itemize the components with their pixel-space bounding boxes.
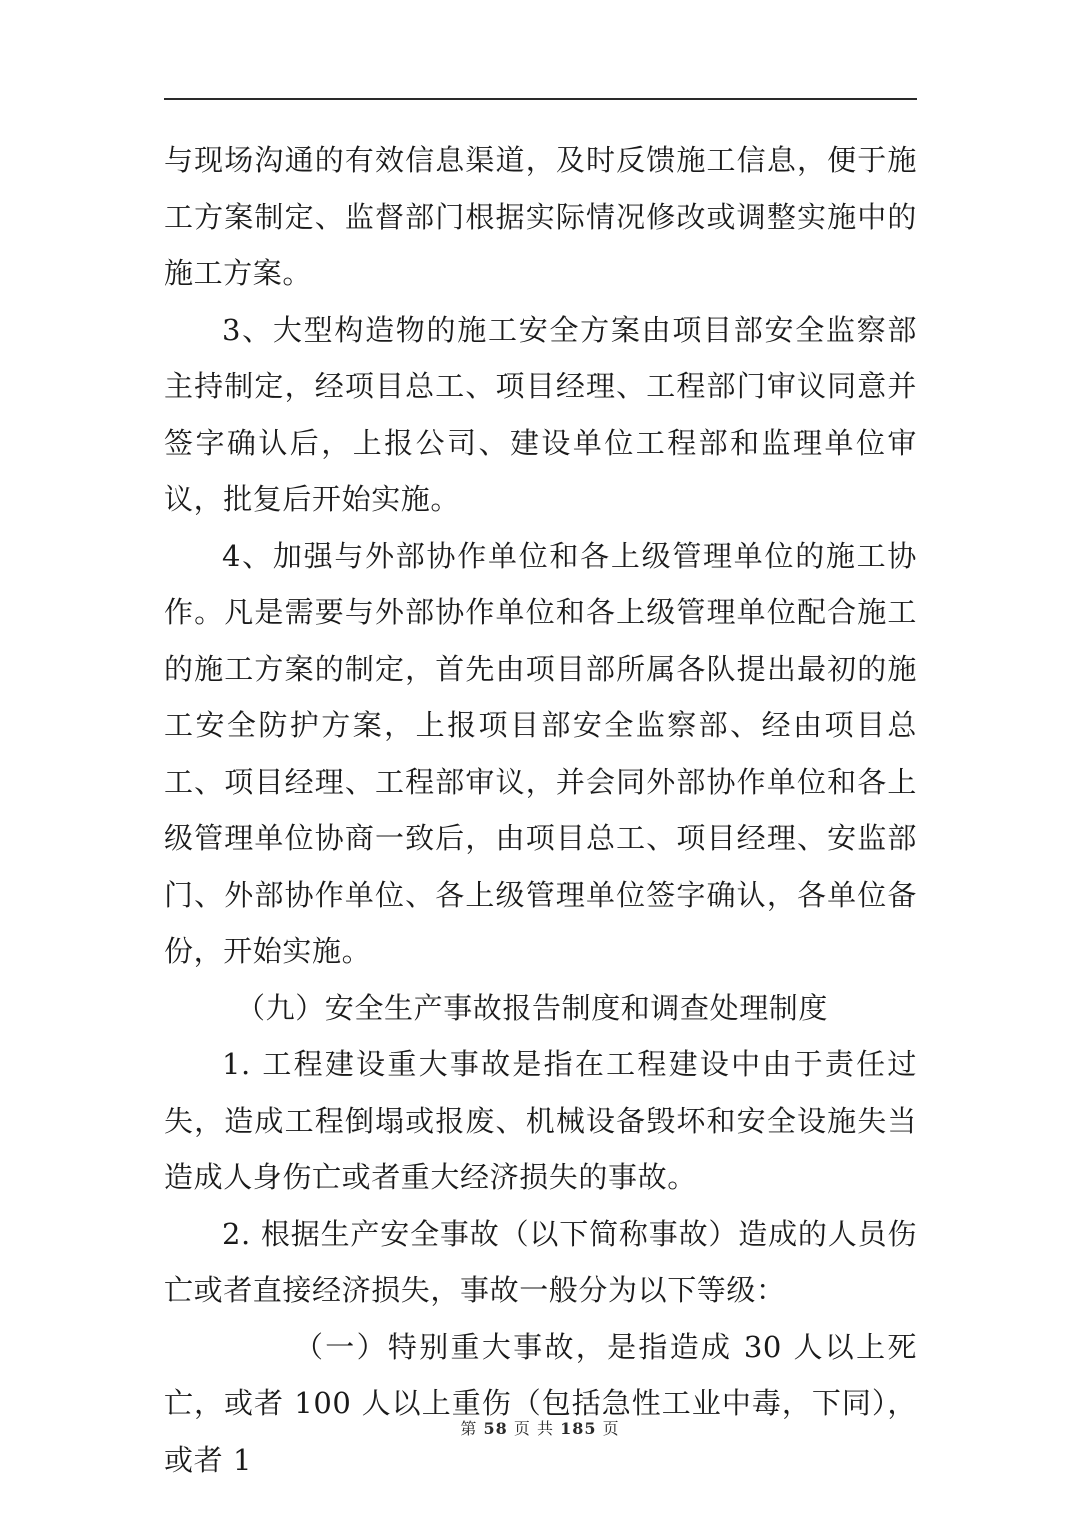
footer-suffix: 页 [602, 1419, 620, 1438]
total-pages: 185 [560, 1419, 597, 1438]
document-body [164, 132, 917, 1488]
footer-prefix: 第 [460, 1419, 478, 1438]
paragraph-item-3: 3、大型构造物的施工安全方案由项目部安全监察部主持制定，经项目总工、项目经理、工程部门审议同意并签字确认后，上报公司、建设单位工程部和监理单位审议，批复后开始实施。 [164, 312, 917, 516]
paragraph-subitem-1: （一）特别重大事故，是指造成 30 人以上死亡，或者 100 人以上重伤（包括急性工业中毒，下同），或者 1 [164, 1329, 917, 1477]
page-footer [0, 1416, 1080, 1439]
section-heading: （九）安全生产事故报告制度和调查处理制度 [236, 990, 829, 1025]
header-rule [164, 98, 917, 100]
paragraph-numbered-1: 1. 工程建设重大事故是指在工程建设中由于责任过失，造成工程倒塌或报废、机械设备毁坏和安全设施失当造成人身伤亡或者重大经济损失的事故。 [164, 1047, 917, 1194]
page-number: 58 [483, 1419, 508, 1438]
footer-middle: 页 共 [513, 1419, 554, 1438]
paragraph-numbered-2: 2. 根据生产安全事故（以下简称事故）造成的人员伤亡或者直接经济损失，事故一般分为以下等级： [164, 1216, 917, 1307]
paragraph-continuation: 与现场沟通的有效信息渠道，及时反馈施工信息，便于施工方案制定、监督部门根据实际情况修改或调整实施中的施工方案。 [164, 143, 917, 290]
paragraph-item-4: 4、加强与外部协作单位和各上级管理单位的施工协作。凡是需要与外部协作单位和各上级管理单位配合施工的施工方案的制定，首先由项目部所属各队提出最初的施工安全防护方案，上报项目部安全监察部、经由项目总工、项目经理、工程部审议，并会同外部协作单位和各上级管理单位协商一致后，由项目总工、项目经理、安监部门、外部协作单位、各上级管理单位签字确认，各单位备份，开始实施。 [164, 538, 917, 968]
